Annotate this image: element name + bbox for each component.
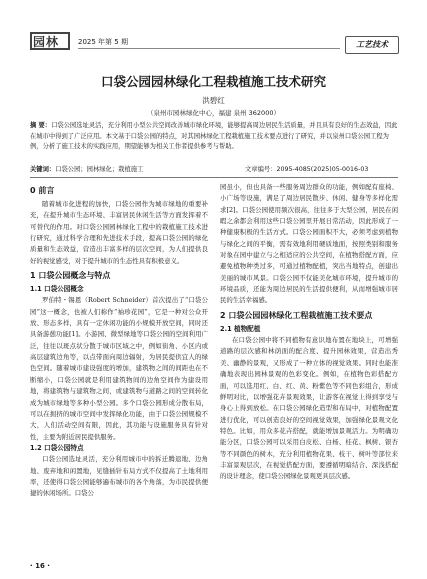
section-2-1-text: 在口袋公园中将不同植物有意识地布置在地块上，可增强道路的层次感和林荫面的配合度、提升园林效果，营造出秀美、幽静的景观，又形成了一种立体的视觉效果。同时也能准确地表现出园林景观的色彩变化。例如，在植物色彩搭配方面，可以选用红、白、红、黄、粉紫色等不同色彩组合，形成鲜明对比，以增强花卉景观效果，让游客在视觉上得到享受与身心上得到放松。在口袋公园绿化造型和布局中，对植物配置进行优化，可以创造良好的空间视觉效果，加强绿化景观文化特色。比如，用众多花卉搭配，就能增加景观活力。为明确功能分区，口袋公园可以采用白皮松、白杨、桂花、枫树、银杏等不同颜色的树木，充分利用植物花果、枝干、树叶等部位来丰富景观层次，在视觉搭配方面，要遵循明暗结合、深浅搭配的设计理念，使口袋公园绿化景观更具层次感。 [220, 336, 398, 481]
doi-text: 文章编号：2095-4085(2025)05-0016-03 [245, 166, 369, 173]
header-rule [78, 48, 340, 49]
article-title: 口袋公园园林绿化工程栽植施工技术研究 [100, 74, 326, 89]
section-brand: 工艺技术 [345, 36, 399, 54]
right-column [220, 182, 398, 483]
section-2-heading: 2 口袋公园园林绿化工程栽植施工技术要点 [220, 310, 373, 320]
continued-text: 园虽小，但也具备一些服务周边群众的功能，例如配有座椅、小广场等设施，满足了周边居民散步、休闲、健身等多样化需求[2]。口袋公园使用频次很高，往往多于大型公园，居民在闲暇之余都会利用这些口袋公园里开展日常活动，因此形成了一种健康积极的生活方式。口袋公园面积不大，必须考虑到植物与绿化之间的平衡，需有效地利用硬质地面，按照类别和服务对象在园中建立与之相适应的公共空间，在植物搭配方面，应避免植物种类过多，可通过植物配植，突出当地特点，创建出美丽的城市风景。口袋公园不仅能美化城市环境，提升城市的环境品质，还能为周边居民的生活提供便利，从而增强城市居民的生活幸福感。 [220, 183, 398, 305]
journal-logo: 园林 [33, 35, 60, 49]
affiliation: （泉州市园林绿化中心，福建 泉州 362000） [147, 109, 280, 117]
abstract-text: 口袋公园选址灵活，充分利用小型公共空间改善城市绿化环境，能够提高周边居民生活质量，并且具有良好的生态效益，因此在城市中得到了广泛应用。本文基于口袋公园的特点，对其园林绿化工程栽植施工技术要点进行了研究，并以泉州口袋公园工程为例，分析了施工技术的实践应用，期望能够为相关工作者提供参考与帮助。 [30, 122, 398, 150]
author-name: 洪碧红 [202, 96, 225, 105]
section-1-2-heading: 1.2 口袋公园特点 [30, 443, 84, 452]
section-0-heading: 0 前言 [30, 186, 55, 195]
section-0-text: 随着城市化进程的加快，口袋公园作为城市绿地的重要补充，在提升城市生态环境、丰富居民休闲生活等方面发挥着不可替代的作用。对口袋公园园林绿化工程中的栽植施工技术进行研究，通过科学合理和先进技术手段，提高口袋公园的绿化质量和生态效益，营造出丰富多样的层次空间，为人们提供良好的视觉感受，对于提升城市的生态性具有积极意义。 [30, 200, 208, 265]
section-1-2-text: 口袋公园选址灵活，充分利用城市中的拆迁腾退地、边角地、废弃地和闲置地，见缝插针布局方式不仅提高了土地利用率，还使得口袋公园能够遍布城市的各个角落，为市民提供便捷的休闲场所。口袋公 [30, 455, 208, 498]
divider [30, 177, 398, 178]
page-number: · 16 · [30, 562, 50, 570]
issue-label: 2025 年第 5 期 [78, 38, 128, 46]
left-column [30, 182, 208, 500]
keywords-label: 关键词： [30, 166, 56, 173]
abstract [30, 121, 398, 153]
page-header [0, 0, 427, 58]
keywords-text: 口袋公园；园林绿化；栽植施工 [55, 166, 144, 173]
section-1-1-text: 罗伯特・锡恩（Robert Schneider）首次提出了“口袋公园”这一概念，也被人们称作“袖珍花园”，它是一种对公众开放、形态多样，具有一定休闲功能的小规模开放空间，同时还具备游憩功能[1]。小游园、微型绿地等口袋公园的空间利用广泛，往往以斑点状分散于城市区域之中，例如街角、小区内或高层建筑边角等，以点带面向周边辐射，为居民提供宜人的绿色空间。随着城市建设强度的增加，建筑物之间的间距也在不断缩小，口袋公园就是利用建筑物间的边角空间作为建设用地，将建筑物与建筑物之间，或建筑物与道路之间的空间转化成为城市绿地等多种小型公园。多个口袋公园形成分散布局，可以在拥挤的城市空间中发挥绿化功能，由于口袋公园规模不大，人们活动空间有限，因此，其功能与设施服务具有针对性，主要为附近居民提供服务。 [30, 296, 208, 441]
abstract-label: 摘 要： [30, 122, 52, 129]
section-2-1-heading: 2.1 植物配植 [220, 324, 261, 333]
section-1-1-heading: 1.1 口袋公园概念 [30, 285, 84, 294]
keywords [30, 164, 398, 173]
section-1-heading: 1 口袋公园概念与特点 [30, 271, 111, 281]
